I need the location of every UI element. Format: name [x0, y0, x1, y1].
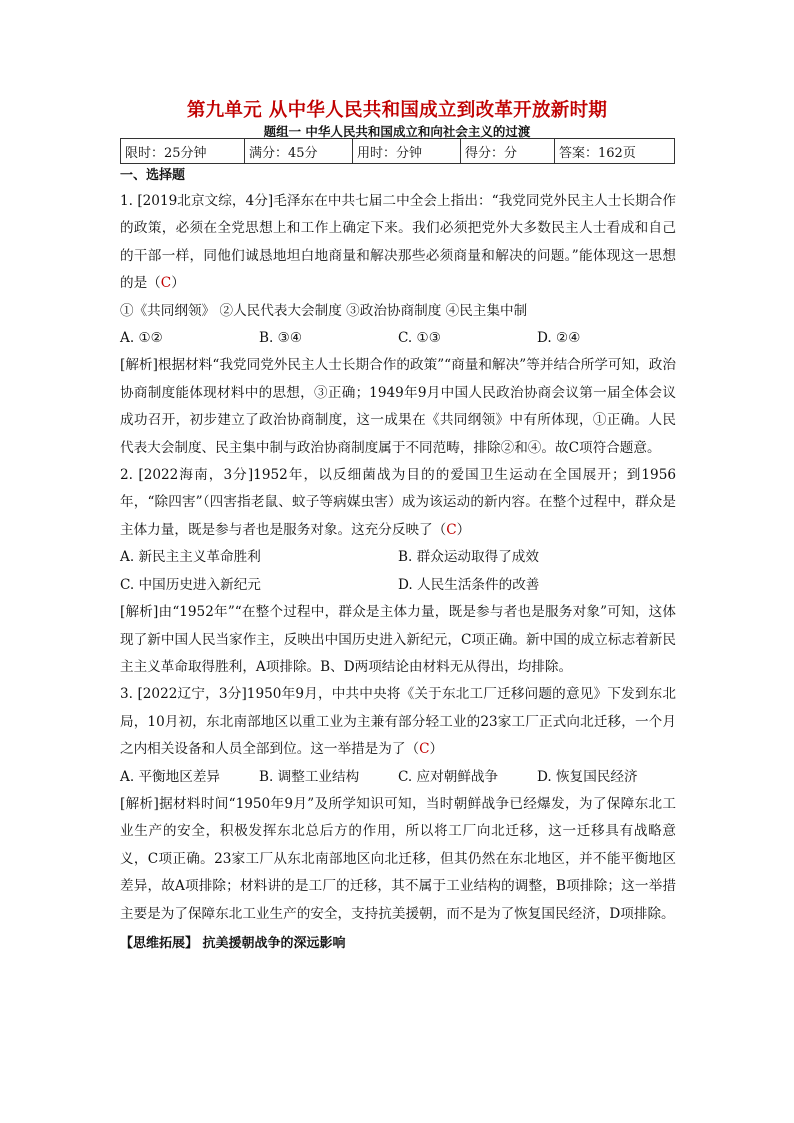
content	[120, 166, 676, 957]
answer-page-cell: 答案：162页	[555, 139, 675, 164]
option-list	[120, 544, 676, 571]
time-limit-cell: 限时：25分钟	[121, 139, 245, 164]
option-a: A. 新民主主义革命胜利	[120, 549, 261, 566]
question-stem: 3. [2022辽宁，3分]1950年9月，中共中央将《关于东北工厂迁移问题的意见》下发到东北局，10月初，东北南部地区以重工业为主兼有部分轻工业的23家工厂正式向北迁移，一个月之内相关设备和人员全部到位。这一举措是为了（C）	[120, 686, 676, 758]
info-table	[120, 138, 675, 164]
answer-letter: C	[160, 275, 172, 292]
question-stem: 2. [2022海南，3分]1952年，以反细菌战为目的的爱国卫生运动在全国展开；到1956年，“除四害”（四害指老鼠、蚊子等病媒虫害）成为该运动的新内容。在整个过程中，群众是主体力量，既是参与者也是服务对象。这充分反映了（C）	[120, 467, 676, 538]
group-subtitle: 题组一 中华人民共和国成立和向社会主义的过渡	[263, 124, 531, 139]
answer-letter: C	[419, 741, 430, 758]
question-1	[120, 188, 676, 462]
score-cell: 得分：分	[461, 139, 555, 164]
option-d: D. ②④	[537, 330, 581, 347]
option-a: A. 平衡地区差异	[120, 768, 221, 785]
option-d: D. 恢复国民经济	[537, 768, 638, 785]
option-d: D. 人民生活条件的改善	[398, 576, 540, 593]
info-row	[121, 139, 675, 164]
option-list	[120, 764, 676, 791]
option-a: A. ①②	[120, 330, 163, 347]
answer-letter: C	[446, 521, 457, 538]
question-stem: 1. [2019北京文综，4分]毛泽东在中共七届二中全会上指出：“我党同党外民主人士长期合作的政策，必须在全党思想上和工作上确定下来。我们必须把党外大多数民主人士看成和自己的干部一样，同他们诚恳地坦白地商量和解决那些必须商量和解决的问题。”能体现这一思想的是（C）	[120, 193, 676, 292]
question-3	[120, 681, 676, 928]
option-list	[120, 572, 676, 599]
option-c: C. 应对朝鲜战争	[398, 768, 499, 785]
analysis: [解析]由“1952年”“在整个过程中，群众是主体力量，既是参与者也是服务对象”可知，这体现了新中国人民当家作主，反映出中国历史进入新纪元，C项正确。新中国的成立标志着新民主主义革命取得胜利，A项排除。B、D两项结论由材料无从得出，均排除。	[120, 604, 676, 675]
analysis: [解析]据材料时间“1950年9月”及所学知识可知，当时朝鲜战争已经爆发，为了保障东北工业生产的安全，积极发挥东北总后方的作用，所以将工厂向北迁移，这一迁移具有战略意义，C项正确。23家工厂从东北南部地区向北迁移，但其仍然在东北地区，并不能平衡地区差异，故A项排除；材料讲的是工厂的迁移，其不属于工业结构的调整，B项排除；这一举措主要是为了保障东北工业生产的安全，支持抗美援朝，而不是为了恢复国民经济，D项排除。	[120, 795, 676, 922]
option-c: C. 中国历史进入新纪元	[120, 576, 261, 593]
option-c: C. ①③	[398, 330, 441, 347]
full-score-cell: 满分：45分	[245, 139, 353, 164]
option-b: B. ③④	[259, 330, 303, 347]
option-list	[120, 325, 676, 352]
time-used-cell: 用时：分钟	[353, 139, 461, 164]
option-b: B. 群众运动取得了成效	[398, 549, 539, 566]
thinking-extension-heading: 【思维拓展】 抗美援朝战争的深远影响	[120, 935, 346, 951]
section-title: 一、选择题	[120, 168, 186, 183]
option-b: B. 调整工业结构	[259, 768, 360, 785]
question-2	[120, 462, 676, 681]
unit-title: 第九单元 从中华人民共和国成立到改革开放新时期	[186, 100, 608, 121]
analysis: [解析]根据材料“我党同党外民主人士长期合作的政策”“商量和解决”等并结合所学可知，政治协商制度能体现材料中的思想，③正确；1949年9月中国人民政治协商会议第一届全体会议成功召开，初步建立了政治协商制度，这一成果在《共同纲领》中有所体现，①正确。人民代表大会制度、民主集中制与政治协商制度属于不同范畴，排除②和④。故C项符合题意。	[120, 357, 676, 456]
question-items: ①《共同纲领》 ②人民代表大会制度 ③政治协商制度 ④民主集中制	[120, 302, 528, 319]
